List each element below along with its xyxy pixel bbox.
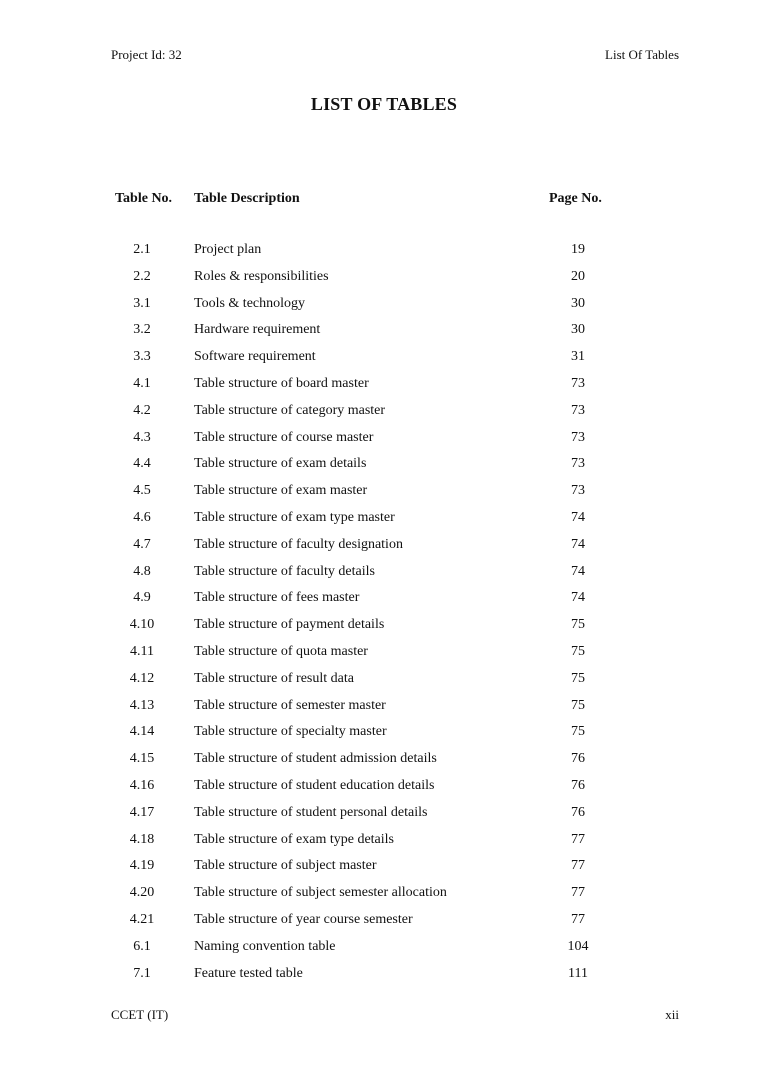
table-description: Table structure of student personal details [194,804,428,820]
page-number: 77 [571,911,585,927]
page-number: 75 [571,697,585,713]
page-title: LIST OF TABLES [310,94,458,114]
table-description: Table structure of board master [194,375,369,391]
table-row [0,912,768,939]
table-row [0,885,768,912]
page-number: 30 [571,295,585,311]
table-row [0,966,768,993]
page-number: 76 [571,804,585,820]
table-number: 4.9 [133,590,151,606]
table-description: Feature tested table [194,965,303,981]
table-row [0,778,768,805]
table-description: Table structure of exam type details [194,831,394,847]
column-header-table-no: Table No. [115,191,173,206]
table-row [0,510,768,537]
page-number: 77 [571,831,585,847]
table-description: Roles & responsibilities [194,268,329,284]
table-row [0,671,768,698]
table-number: 4.2 [133,402,151,418]
table-number: 4.1 [133,375,151,391]
table-description: Tools & technology [194,295,306,311]
page-header-left: Project Id: 32 [111,47,182,62]
table-row [0,617,768,644]
table-number: 4.11 [130,643,154,659]
page-number: 77 [571,885,585,901]
table-number: 4.13 [129,697,155,713]
table-description: Table structure of quota master [194,643,368,659]
table-number: 4.10 [129,617,155,633]
page-number: 73 [571,375,585,391]
table-row [0,564,768,591]
page-footer-left: CCET (IT) [111,1007,169,1022]
table-row [0,430,768,457]
table-number: 6.1 [133,938,151,954]
table-row [0,403,768,430]
table-number: 4.17 [129,804,155,820]
page-number: 75 [571,643,585,659]
table-row [0,537,768,564]
page-number: 74 [571,590,585,606]
page-number: 30 [571,322,585,338]
table-number: 4.20 [129,885,155,901]
page-number: 104 [567,938,589,954]
table-number: 4.19 [129,858,155,874]
table-row [0,939,768,966]
table-row [0,590,768,617]
page-footer-right: xii [665,1007,679,1022]
page-number: 73 [571,429,585,445]
table-description: Hardware requirement [194,322,321,338]
page-number: 74 [571,536,585,552]
table-row [0,376,768,403]
table-row [0,698,768,725]
page-number: 75 [571,617,585,633]
page-header-right: List Of Tables [605,47,679,62]
table-number: 3.3 [133,349,151,365]
table-number: 3.2 [133,322,151,338]
table-description: Table structure of faculty designation [194,536,403,552]
column-header-description: Table Description [194,191,300,206]
page-number: 20 [571,268,585,284]
page-number: 31 [571,349,585,365]
table-row [0,296,768,323]
page-number: 73 [571,402,585,418]
table-description: Table structure of subject master [194,858,377,874]
table-number: 7.1 [133,965,151,981]
table-row [0,832,768,859]
page-number: 76 [571,751,585,767]
table-number: 4.14 [129,724,155,740]
page-number: 74 [571,563,585,579]
table-number: 4.21 [129,911,155,927]
table-row [0,858,768,885]
table-number: 4.5 [133,483,151,499]
page-number: 75 [571,724,585,740]
table-description: Table structure of faculty details [194,563,375,579]
table-row [0,751,768,778]
table-description: Table structure of exam master [194,483,368,499]
table-number: 4.7 [133,536,151,552]
table-list [0,242,768,992]
table-description: Table structure of student education details [194,777,435,793]
table-number: 3.1 [133,295,151,311]
table-row [0,644,768,671]
table-number: 4.18 [129,831,155,847]
page-number: 75 [571,670,585,686]
page-number: 19 [571,242,585,257]
table-description: Table structure of subject semester allocation [194,885,447,901]
table-number: 4.6 [133,509,151,525]
table-description: Table structure of exam details [194,456,367,472]
table-number: 2.2 [133,268,151,284]
table-row [0,456,768,483]
page-number: 73 [571,483,585,499]
page-number: 74 [571,509,585,525]
table-description: Table structure of specialty master [194,724,387,740]
table-description: Software requirement [194,349,316,365]
table-row [0,322,768,349]
table-description: Table structure of category master [194,402,386,418]
table-row [0,805,768,832]
table-number: 4.3 [133,429,151,445]
table-description: Table structure of fees master [194,590,360,606]
table-description: Table structure of exam type master [194,509,395,525]
table-description: Table structure of student admission details [194,751,437,767]
table-description: Project plan [194,242,262,257]
page-number: 73 [571,456,585,472]
table-row [0,269,768,296]
table-number: 4.16 [129,777,155,793]
page-number: 76 [571,777,585,793]
table-number: 4.12 [129,670,155,686]
table-row [0,349,768,376]
table-description: Table structure of course master [194,429,374,445]
table-description: Table structure of semester master [194,697,386,713]
table-number: 2.1 [133,242,151,257]
column-header-page-no: Page No. [549,191,602,206]
table-row [0,724,768,751]
table-number: 4.8 [133,563,151,579]
table-description: Naming convention table [194,938,336,954]
table-number: 4.4 [133,456,151,472]
page-number: 77 [571,858,585,874]
table-description: Table structure of result data [194,670,354,686]
table-description: Table structure of year course semester [194,911,413,927]
table-row [0,242,768,269]
table-description: Table structure of payment details [194,617,385,633]
table-row [0,483,768,510]
table-number: 4.15 [129,751,155,767]
page-number: 111 [568,965,588,981]
